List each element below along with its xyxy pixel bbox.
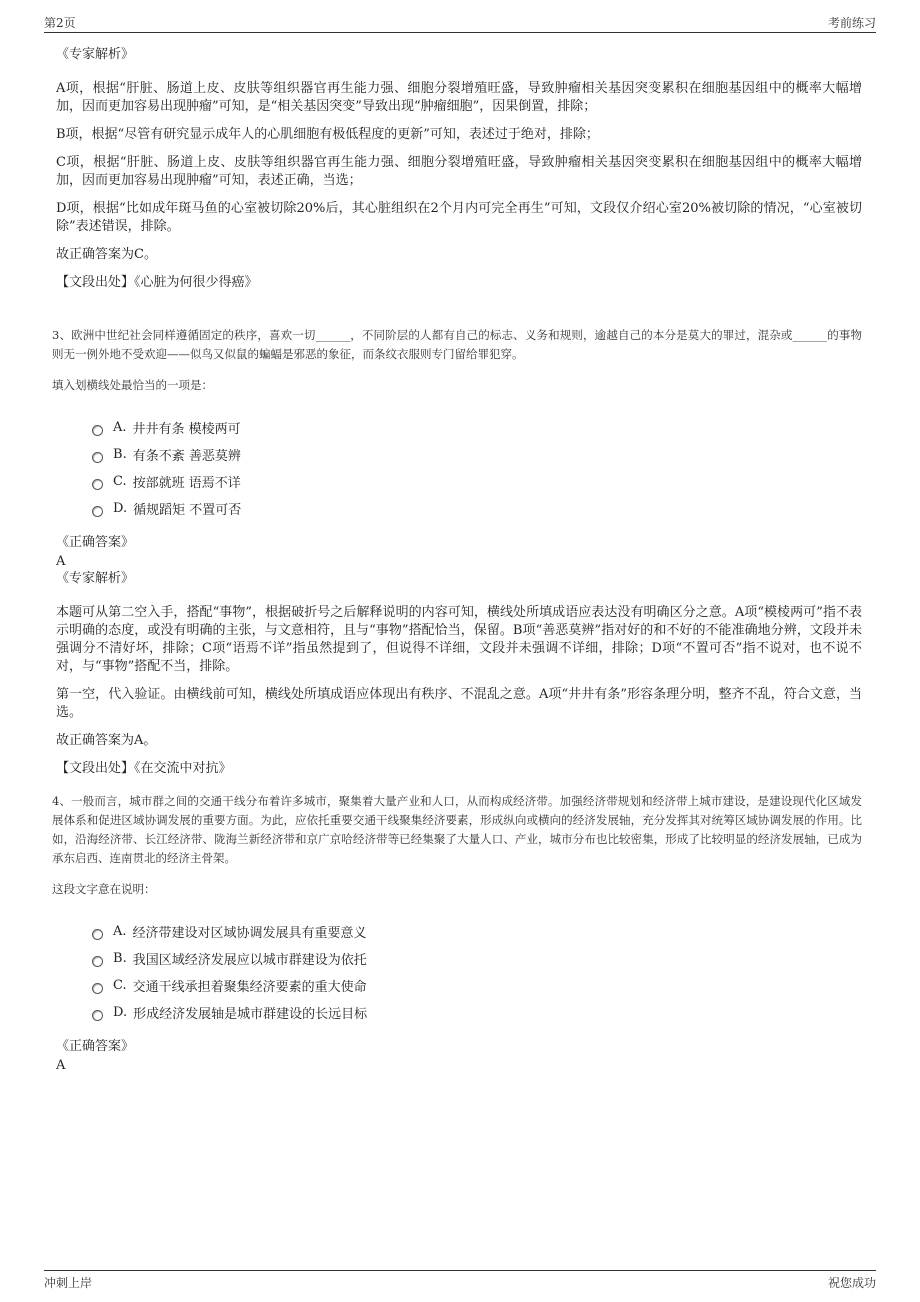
q2-source: 【文段出处】《心脏为何很少得癌》: [56, 275, 258, 290]
header-title: 考前练习: [827, 16, 876, 30]
radio-icon[interactable]: [92, 1010, 103, 1021]
option-letter: B .: [113, 447, 127, 462]
q2-conclusion: 故正确答案为C。: [56, 247, 157, 262]
q3-analysis-label: 《专家解析》: [56, 571, 135, 586]
q3-conclusion: 故正确答案为A。: [56, 733, 157, 748]
q2-analysis-para-c: C项，根据“肝脏、肠道上皮、皮肤等组织器官再生能力强、细胞分裂增殖旺盛，导致肿瘤相关基因突变累积在细胞基因组中的概率大幅增加，因而更加容易出现肿瘤”可知，表述正确，当选；: [56, 155, 862, 188]
q3-options: [92, 414, 862, 522]
q4-option-a[interactable]: [92, 918, 862, 945]
radio-icon[interactable]: [92, 956, 103, 967]
option-letter: C .: [113, 978, 127, 993]
option-letter: B .: [113, 951, 127, 966]
option-text: 循规蹈矩 不置可否: [133, 503, 242, 518]
q4-option-b[interactable]: [92, 945, 862, 972]
option-text: 形成经济发展轴是城市群建设的长远目标: [133, 1007, 368, 1022]
option-text: 我国区域经济发展应以城市群建设为依托: [132, 953, 367, 968]
footer-right-text: 祝您成功: [827, 1276, 876, 1290]
option-text: 井井有条 模棱两可: [132, 422, 241, 437]
option-text: 经济带建设对区域协调发展具有重要意义: [132, 926, 367, 941]
q4-option-d[interactable]: [92, 999, 862, 1026]
q3-prompt: 填入划横线处最恰当的一项是：: [52, 378, 213, 392]
q4-prompt: 这段文字意在说明：: [52, 882, 156, 896]
option-text: 按部就班 语焉不详: [132, 476, 241, 491]
q3-option-c[interactable]: [92, 468, 862, 495]
q4-option-c[interactable]: [92, 972, 862, 999]
page-header: [44, 12, 876, 33]
radio-icon[interactable]: [92, 452, 103, 463]
q3-analysis-para-1: 本题可从第二空入手，搭配“事物”，根据破折号之后解释说明的内容可知，横线处所填成语应表达没有明确区分之意。A项“模棱两可”指不表示明确的态度，或没有明确的主张，与文意相符，且与“事物”搭配恰当，保留。B项“善恶莫辨”指对好的和不好的不能准确地分辨，文段并未强调分不清好坏，排除；C项“语焉不详”指虽然提到了，但说得不详细，文段并未强调不详细，排除；D项“不置可否”指不说对，也不说不对，与“事物”搭配不当，排除。: [56, 605, 862, 674]
q2-analysis-para-b: B项，根据“尽管有研究显示成年人的心肌细胞有极低程度的更新”可知，表述过于绝对，排除；: [56, 127, 599, 142]
q3-source: 【文段出处】《在交流中对抗》: [56, 761, 232, 776]
radio-icon[interactable]: [92, 929, 103, 940]
option-letter: C .: [113, 474, 127, 489]
option-text: 交通干线承担着聚集经济要素的重大使命: [132, 980, 367, 995]
option-text: 有条不紊 善恶莫辨: [132, 449, 241, 464]
q3-answer-label: 《正确答案》: [56, 535, 135, 550]
main-content: [54, 46, 862, 1074]
footer-left-text: 冲刺上岸: [44, 1276, 93, 1290]
q3-option-a[interactable]: [92, 414, 862, 441]
radio-icon[interactable]: [92, 983, 103, 994]
q3-analysis-para-2: 第一空，代入验证。由横线前可知，横线处所填成语应体现出有秩序、不混乱之意。A项“井井有条”形容条理分明，整齐不乱，符合文意，当选。: [56, 687, 862, 720]
q3-option-b[interactable]: [92, 441, 862, 468]
q4-options: [92, 918, 862, 1026]
option-letter: A .: [113, 420, 127, 435]
q4-answer-value: A: [56, 1058, 66, 1073]
q4-answer-label: 《正确答案》: [56, 1039, 135, 1054]
page-number: 第2页: [44, 16, 76, 30]
radio-icon[interactable]: [92, 506, 103, 517]
q2-analysis-label: 《专家解析》: [56, 47, 135, 62]
q3-question-text: 3、欧洲中世纪社会同样遵循固定的秩序，喜欢一切______，不同阶层的人都有自己的标志、义务和规则，逾越自己的本分是莫大的罪过，混杂或______的事物则无一例外地不受欢迎——似鸟又似鼠的蝙蝠是邪恶的象征，而条纹衣服则专门留给罪犯穿。: [52, 328, 862, 361]
q2-analysis-para-a: A项，根据“肝脏、肠道上皮、皮肤等组织器官再生能力强、细胞分裂增殖旺盛，导致肿瘤相关基因突变累积在细胞基因组中的概率大幅增加，因而更加容易出现肿瘤”可知，是“相关基因突变”导致出现“肿瘤细胞”，因果倒置，排除；: [56, 81, 862, 114]
q3-answer-value: A: [56, 554, 66, 569]
radio-icon[interactable]: [92, 479, 103, 490]
radio-icon[interactable]: [92, 425, 103, 436]
q4-question-text: 4、一般而言，城市群之间的交通干线分布着许多城市，聚集着大量产业和人口，从而构成经济带。加强经济带规划和经济带上城市建设，是建设现代化区域发展体系和促进区域协调发展的重要方面。为此，应依托重要交通干线聚集经济要素，形成纵向或横向的经济发展轴，充分发挥其对统筹区域协调发展的作用。比如，沿海经济带、长江经济带、陇海兰新经济带和京广京哈经济带等已经集聚了大量人口、产业，城市分布也比较密集，形成了比较明显的经济发展轴，已成为承东启西、连南贯北的经济主骨架。: [52, 794, 862, 865]
q2-analysis-para-d: D项，根据“比如成年斑马鱼的心室被切除20%后，其心脏组织在2个月内可完全再生”可知，文段仅介绍心室20%被切除的情况，“心室被切除”表述错误，排除。: [56, 201, 862, 234]
option-letter: A .: [113, 924, 127, 939]
q3-option-d[interactable]: [92, 495, 862, 522]
option-letter: D .: [113, 501, 127, 516]
page-footer: [44, 1270, 876, 1295]
option-letter: D .: [113, 1005, 127, 1020]
